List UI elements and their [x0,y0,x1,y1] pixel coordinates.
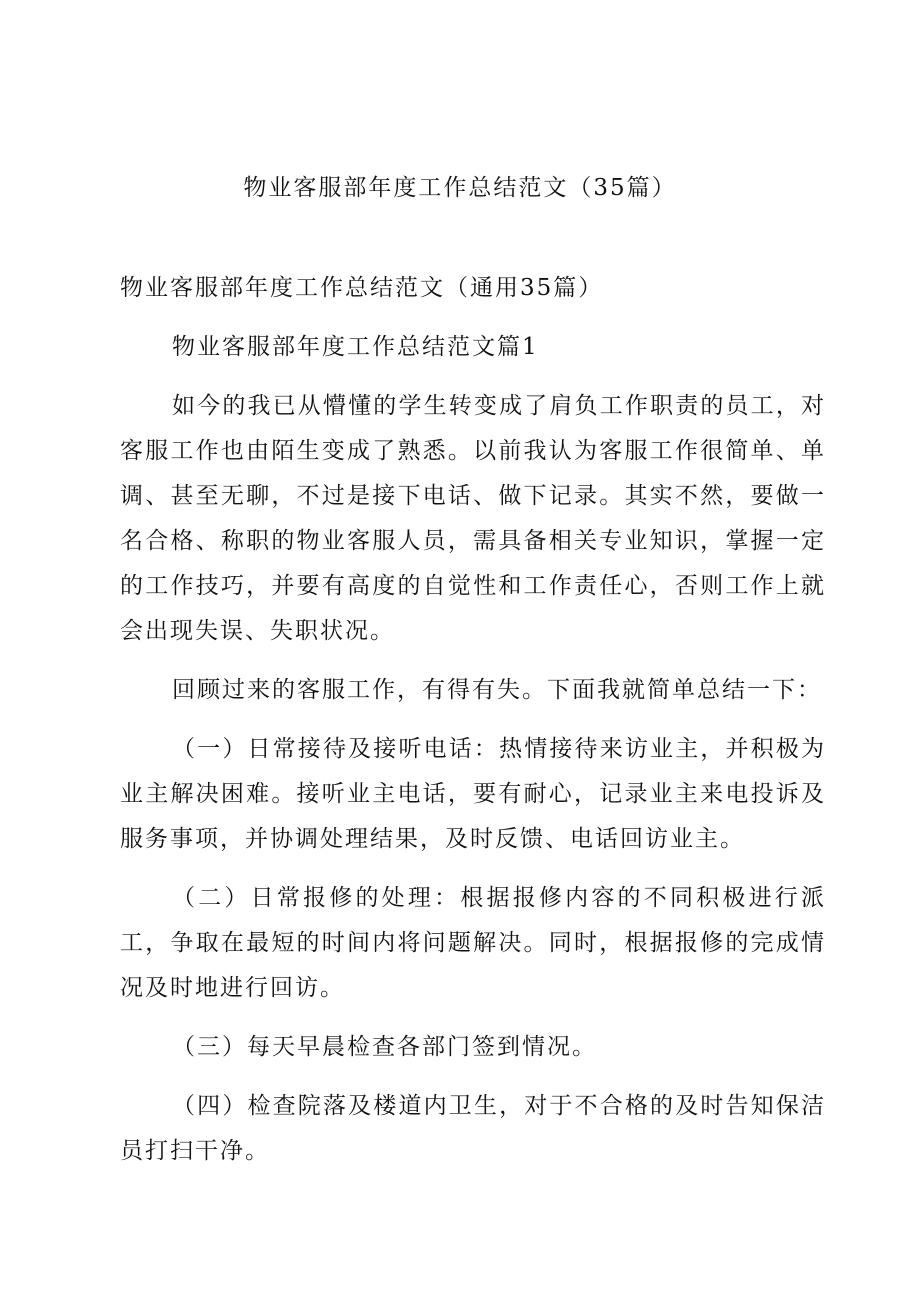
section-heading: 物业客服部年度工作总结范文篇1 [172,334,539,360]
paragraph-6: （四）检查院落及楼道内卫生，对于不合格的及时告知保洁员打扫干净。 [120,1093,826,1164]
paragraph-2: 回顾过来的客服工作，有得有失。下面我就简单总结一下： [172,677,822,703]
paragraph-3: （一）日常接待及接听电话：热情接待来访业主，并积极为业主解决困难。接听业主电话，要有耐心，记录业主来电投诉及服务事项，并协调处理结果，及时反馈、电话回访业主。 [120,736,826,852]
document-subtitle: 物业客服部年度工作总结范文（通用35篇） [120,275,604,301]
document-body [120,266,826,1188]
paragraph-4: （二）日常报修的处理：根据报修内容的不同积极进行派工，争取在最短的时间内将问题解决。同时，根据报修的完成情况及时地进行回访。 [120,885,826,1001]
paragraph-5: （三）每天早晨检查各部门签到情况。 [172,1034,597,1060]
document-title: 物业客服部年度工作总结范文（35篇） [243,175,677,201]
paragraph-1: 如今的我已从懵懂的学生转变成了肩负工作职责的员工，对客服工作也由陌生变成了熟悉。以前我认为客服工作很简单、单调、甚至无聊，不过是接下电话、做下记录。其实不然，要做一名合格、称职的物业客服人员，需具备相关专业知识，掌握一定的工作技巧，并要有高度的自觉性和工作责任心，否则工作上就会出现失误、失职状况。 [120,393,826,644]
